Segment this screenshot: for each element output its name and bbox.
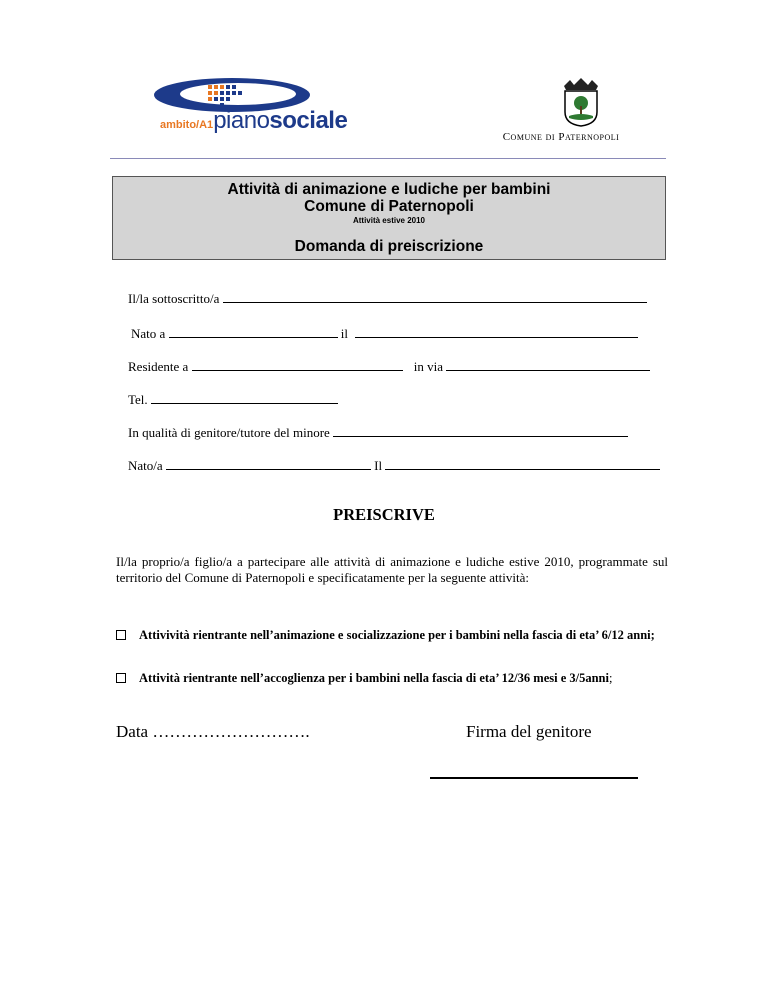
title-subtitle: Attività estive 2010: [352, 216, 426, 225]
natoa-row: [128, 457, 660, 474]
logo-word-sociale: sociale: [269, 107, 348, 134]
checkbox-accoglienza[interactable]: [116, 673, 126, 683]
nato-luogo-field[interactable]: [169, 325, 338, 338]
il2-label: Il: [374, 458, 383, 473]
logo-prefix: ambito/A1: [160, 119, 214, 131]
option-animazione-text: Attivività rientrante nell’animazione e socializzazione per i bambini nella fascia di eta’ 6/12 anni;: [139, 628, 655, 642]
nato-label: Nato a: [131, 326, 166, 341]
option-animazione: [116, 628, 668, 643]
minore-field[interactable]: [333, 424, 628, 437]
intro-paragraph: Il/la proprio/a figlio/a a partecipare alle attività di animazione e ludiche estive 2010, programmate sul territorio del Comune di Paternopoli e specificatamente per la seguente attività:: [116, 554, 668, 585]
residente-label: Residente a: [128, 359, 189, 374]
logo-word-piano: piano: [213, 107, 270, 134]
sottoscritto-label: Il/la sottoscritto/a: [128, 291, 220, 306]
checkbox-animazione[interactable]: [116, 630, 126, 640]
qualita-label: In qualità di genitore/tutore del minore: [128, 425, 330, 440]
tel-field[interactable]: [151, 391, 338, 404]
il-label: il: [340, 326, 349, 341]
option-accoglienza-text: Attività rientrante nell’accoglienza per i bambini nella fascia di eta’ 12/36 mesi e 3/5anni: [139, 671, 609, 685]
option-accoglienza-text-wrap: [139, 671, 668, 686]
preiscrive-heading: PREISCRIVE: [333, 505, 435, 524]
residente-row: [128, 358, 650, 375]
title-main: Domanda di preiscrizione: [294, 238, 484, 255]
title-box: [112, 176, 666, 260]
residente-field[interactable]: [192, 358, 403, 371]
firma-signature-line[interactable]: [430, 777, 638, 779]
option-accoglienza: [116, 671, 668, 686]
nato-row: [131, 325, 638, 342]
tel-row: [128, 391, 338, 408]
data-label: Data: [116, 722, 149, 741]
header-divider: [110, 158, 666, 159]
qualita-row: [128, 424, 628, 441]
data-dots: ……………………….: [152, 722, 310, 741]
natoa-data-field[interactable]: [385, 457, 660, 470]
tel-label: Tel.: [128, 392, 148, 407]
coat-of-arms-icon: [560, 76, 602, 128]
option-accoglienza-suffix: ;: [608, 671, 613, 685]
sottoscritto-row: [128, 290, 647, 307]
title-line-1: Attività di animazione e ludiche per bambini: [227, 181, 551, 198]
title-line-2: Comune di Paternopoli: [304, 198, 474, 215]
piano-sociale-logo-text: [160, 107, 347, 135]
via-label: in via: [413, 359, 444, 374]
data-row: [116, 722, 310, 742]
via-field[interactable]: [446, 358, 650, 371]
firma-label: Firma del genitore: [466, 722, 592, 741]
natoa-label: Nato/a: [128, 458, 163, 473]
natoa-luogo-field[interactable]: [166, 457, 371, 470]
sottoscritto-field[interactable]: [223, 290, 647, 303]
comune-label: Comune di Paternopoli: [502, 131, 620, 143]
nato-data-field[interactable]: [355, 325, 638, 338]
